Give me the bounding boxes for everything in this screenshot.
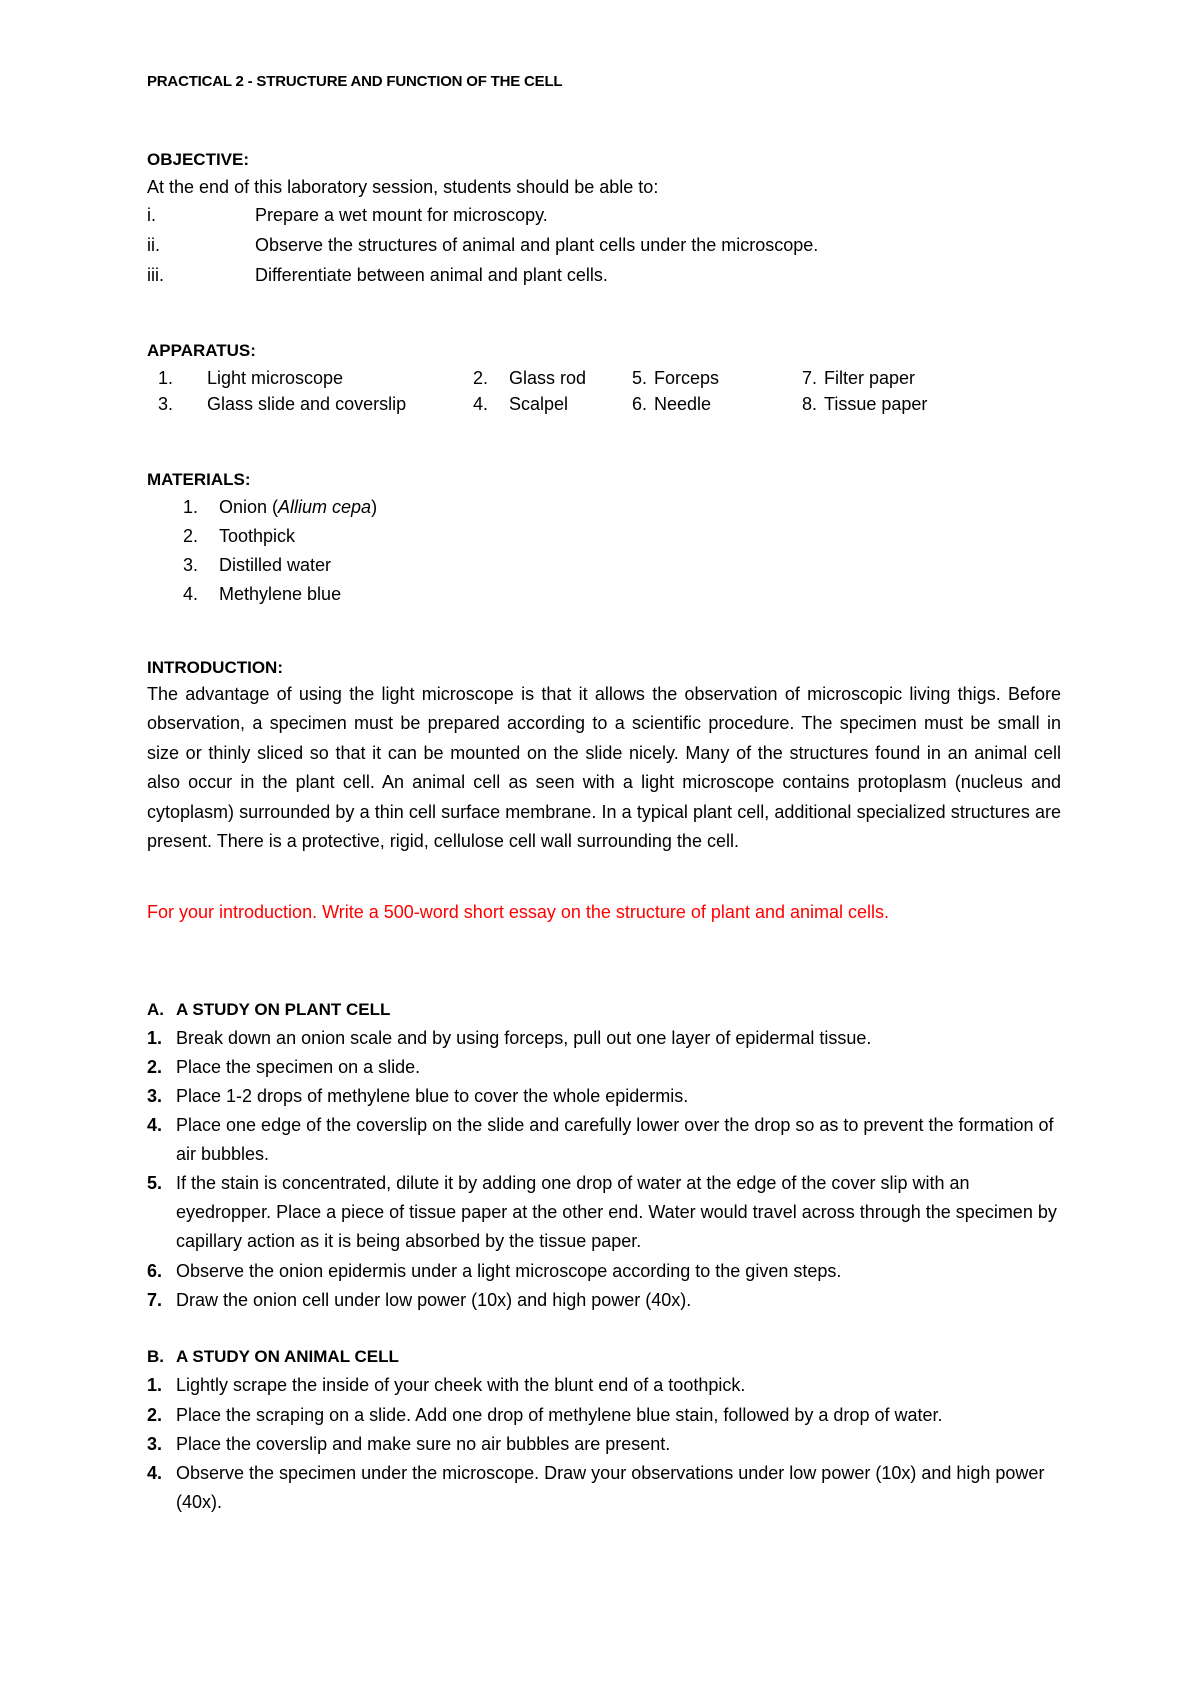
document-page: PRACTICAL 2 - STRUCTURE AND FUNCTION OF THE CELL OBJECTIVE: At the end of this laboratory session, students should be able to: i. Prepare a wet mount for microscopy. ii. Observe the structures of animal and plant cells under the microscope. iii. Differentiate between animal and plant cells. APPARATUS: 1. Light microscope 2. Glass rod 5. Forceps 7. Filter paper 3. Glass slide and coverslip 4. Scalpel 6. Needle 8. Tissue paper MATERIALS: 1. Onion (Allium cepa) 2. Toothpick 3. Distilled water 4. Methylene blue INTRODUCTION: The advantage of using the light microscope is that it allows the observation of microscopic living thigs. Before observation, a specimen must be prepared according to a scientific procedure. The specimen must be small in size or thinly sliced so that it can be mounted on the slide nicely. Many of the structures found in an animal cell also occur in the plant cell. An animal cell as seen with a light microscope contains protoplasm (nucleus and cytoplasm) surrounded by a thin cell surface membrane. In a typical plant cell, additional specialized structures are present. There is a protective, rigid, cellulose cell wall surrounding the cell. For your introduction. Write a 500-word short essay on the structure of plant and animal cells. A. A STUDY ON PLANT CELL 1. Break down an onion scale and by using forceps, pull out one layer of epidermal tissue. 2. Place the specimen on a slide. 3. Place 1-2 drops of methylene blue to cover the whole epidermis. 4. Place one edge of the coverslip on the slide and carefully lower over the drop so as to prevent the formation of air bubbles. 5. If the stain is concentrated, dilute it by adding one drop of water at the edge of the cover slip with an eyedropper. Place a piece of tissue paper at the other end. Water would travel across through the specimen by capillary action as it is being absorbed by the tissue paper. 6. Observe the onion epidermis under a light microscope according to the given steps. 7. Draw the onion cell under low power (10x) and high power (40x). B. A STUDY ON ANIMAL CELL 1. Lightly scrape the inside of your cheek with the blunt end of a toothpick. 2. Place the scraping on a slide. Add one drop of methylene blue stain, followed by a drop of water. 3. Place the coverslip and make sure no air bubbles are present. 4. Observe the specimen under the microscope. Draw your observations under low power (10x) and high power (40x).	[147, 73, 1061, 1512]
materials-heading: MATERIALS:	[147, 470, 251, 489]
document-title: PRACTICAL 2 - STRUCTURE AND FUNCTION OF THE CELL	[147, 73, 563, 90]
introduction-heading: INTRODUCTION:	[147, 658, 283, 677]
objective-heading: OBJECTIVE:	[147, 150, 250, 169]
introduction-body: The advantage of using the light microscope is that it allows the observation of microscopic living thigs. Before observation, a specimen must be prepared according to a scientific procedure. The specimen must be small in size or thinly sliced so that it can be mounted on the slide nicely. Many of the structures found in an animal cell also occur in the plant cell. An animal cell as seen with a light microscope contains protoplasm (nucleus and cytoplasm) surrounded by a thin cell surface membrane. In a typical plant cell, additional specialized structures are present. There is a protective, rigid, cellulose cell wall surrounding the cell.	[147, 684, 1061, 852]
apparatus-heading: APPARATUS:	[147, 341, 256, 360]
introduction-note: For your introduction. Write a 500-word short essay on the structure of plant and animal cells.	[147, 902, 890, 922]
objective-intro: At the end of this laboratory session, students should be able to:	[147, 177, 659, 197]
